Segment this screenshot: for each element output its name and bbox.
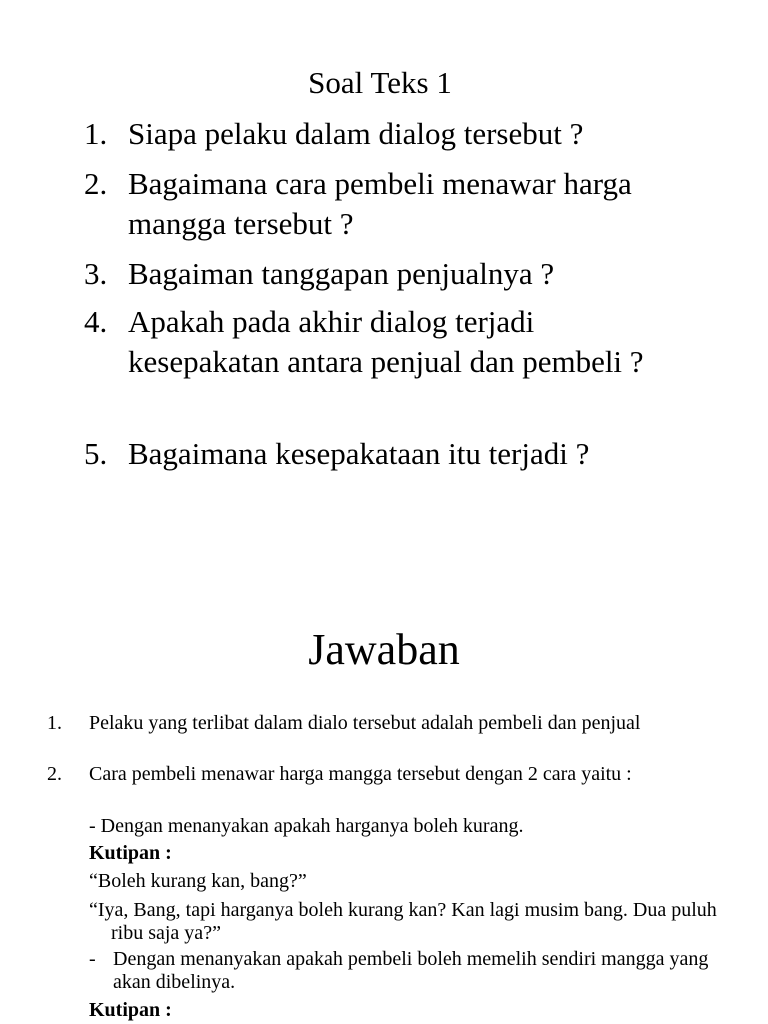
question-item xyxy=(84,302,684,382)
answer-text: Pelaku yang terlibat dalam dialo tersebut adalah pembeli dan penjual xyxy=(89,712,641,734)
question-item xyxy=(84,434,684,474)
method-text: Dengan menanyakan apakah pembeli boleh memelih sendiri mangga yang akan dibelinya. xyxy=(113,948,709,993)
answer-number: 1. xyxy=(47,712,62,734)
question-number: 2. xyxy=(84,166,108,201)
question-item xyxy=(84,254,684,294)
answer-item xyxy=(47,712,689,735)
soal-title: Soal Teks 1 xyxy=(308,65,452,100)
answer-text: Cara pembeli menawar harga mangga tersebut dengan 2 cara yaitu : xyxy=(89,763,632,785)
question-text: Bagaimana cara pembeli menawar harga mangga tersebut ? xyxy=(128,166,632,241)
question-item xyxy=(84,114,684,154)
answer-number: 2. xyxy=(47,763,62,785)
jawaban-title: Jawaban xyxy=(308,625,460,674)
answer-item xyxy=(47,763,729,786)
kutipan-label: Kutipan : xyxy=(89,999,172,1021)
question-number: 1. xyxy=(84,116,108,151)
quote-line: “Iya, Bang, tapi harganya boleh kurang kan? Kan lagi musim bang. Dua puluh ribu saja ya?” xyxy=(89,899,717,944)
question-text: Bagaimana kesepakataan itu terjadi ? xyxy=(128,436,590,471)
kutipan-label: Kutipan : xyxy=(89,842,172,864)
question-number: 5. xyxy=(84,436,108,471)
method-item xyxy=(89,948,729,994)
quote-line: “Boleh kurang kan, bang?” xyxy=(89,870,307,892)
question-text: Apakah pada akhir dialog terjadi kesepakatan antara penjual dan pembeli ? xyxy=(128,304,644,379)
question-number: 4. xyxy=(84,304,108,339)
method-dash: - xyxy=(89,948,96,970)
method-line: - Dengan menanyakan apakah harganya boleh kurang. xyxy=(89,815,524,837)
question-text: Siapa pelaku dalam dialog tersebut ? xyxy=(128,116,584,151)
question-number: 3. xyxy=(84,256,108,291)
question-text: Bagaiman tanggapan penjualnya ? xyxy=(128,256,555,291)
question-item xyxy=(84,164,684,244)
